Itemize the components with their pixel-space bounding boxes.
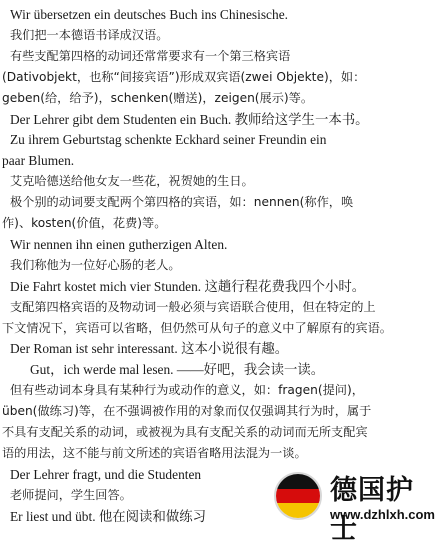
text-line: üben(做练习)等，在不强调被作用的对象而仅仅强调其行为时，属于: [2, 404, 372, 419]
text-line: 艾克哈德送给他女友一些花，祝贺她的生日。: [10, 174, 254, 189]
text-line: Wir übersetzen ein deutsches Buch ins Chinesische.: [10, 7, 288, 22]
text-line: Der Roman ist sehr interessant. 这本小说很有趣。: [10, 341, 289, 357]
text-line: Zu ihrem Geburtstag schenkte Eckhard seiner Freundin ein: [10, 132, 327, 148]
text-line: Der Lehrer fragt, und die Studenten: [10, 466, 202, 482]
text-line: Der Lehrer gibt dem Studenten ein Buch. 教师给这学生一本书。: [10, 111, 369, 127]
german-flag-icon: [274, 472, 322, 520]
text-line: geben(给，给予)，schenken(赠送)，zeigen(展示)等。: [2, 90, 314, 105]
text-line: paar Blumen.: [2, 153, 75, 169]
text-line: 我们把一本德语书译成汉语。: [10, 27, 169, 42]
text-line: 有些支配第四格的动词还常常要求有一个第三格宾语: [10, 48, 291, 63]
text-line: 但有些动词本身具有某种行为或动作的意义，如：fragen(提问)，: [10, 383, 364, 398]
text-line: Er liest und übt. 他在阅读和做练习: [10, 508, 207, 524]
text-line: (Dativobjekt，也称“间接宾语”)形成双宾语(zwei Objekte)，如：: [2, 69, 366, 84]
text-line: 下文情况下，宾语可以省略，但仍然可从句子的意义中了解原有的宾语。: [2, 320, 392, 335]
text-line: 语的用法，这不能与前文所述的宾语省略用法混为一谈。: [2, 445, 307, 460]
watermark-url: www.dzhlxh.com: [330, 507, 435, 522]
text-line: 不具有支配关系的动词，或被视为具有支配关系的动词而无所支配宾: [2, 425, 368, 439]
text-line: 老师提问，学生回答。: [10, 487, 132, 502]
text-line: Wir nennen ihn einen gutherzigen Alten.: [10, 236, 228, 252]
text-line: 我们称他为一位好心肠的老人。: [10, 257, 181, 272]
text-line: Die Fahrt kostet mich vier Stunden. 这趟行程花费我四个小时。: [10, 278, 366, 294]
text-line: 极个别的动词要支配两个第四格的宾语，如：nennen(称作，唤: [10, 195, 354, 210]
watermark-title: 德国护士: [330, 475, 414, 545]
text-line: Gut，ich werde mal lesen. ——好吧，我会读一读。: [30, 362, 325, 378]
text-line: 作)、kosten(价值，花费)等。: [2, 216, 167, 230]
text-line: 支配第四格宾语的及物动词一般必须与宾语联合使用，但在特定的上: [10, 299, 376, 314]
watermark-logo: [268, 466, 440, 545]
